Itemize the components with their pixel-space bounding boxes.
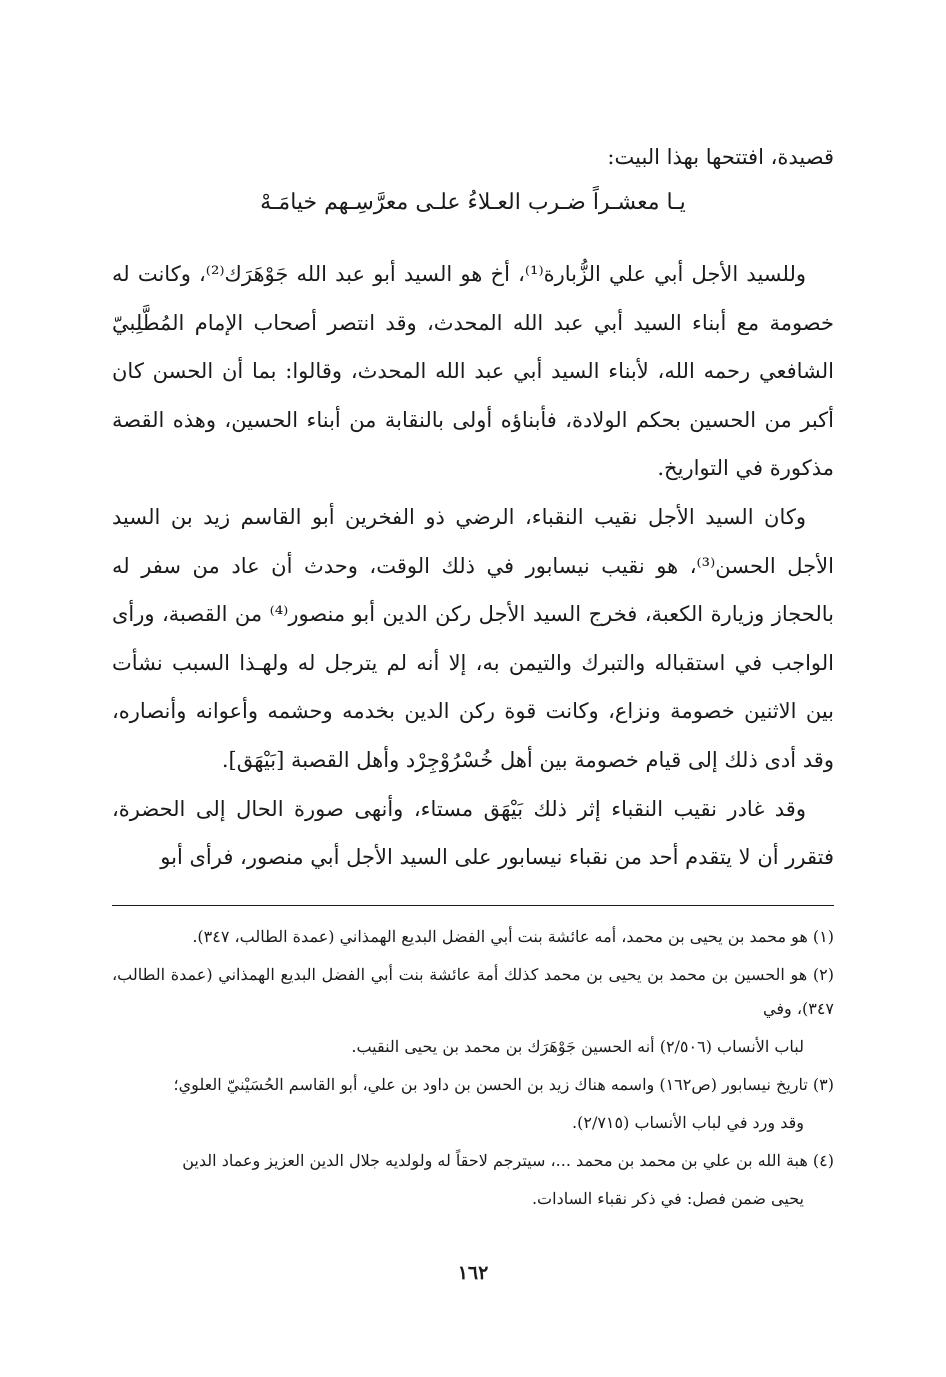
page-number: ١٦٢ xyxy=(457,1262,489,1284)
footnote-divider xyxy=(112,905,834,906)
poem-verse: يـا معشـراً ضـرب العـلاءُ علـى معرَّسِـهم خيامَـهْ xyxy=(260,190,686,215)
footnote-2-continued: لباب الأنساب (٢/٥٠٦) أنه الحسين جَوْهَرَك بن محمد بن يحيى النقيب. xyxy=(351,1037,804,1056)
intro-line: قصيدة، افتتحها بهذا البيت: xyxy=(607,145,834,169)
footnotes xyxy=(112,920,834,1220)
footnote-1: (١) هو محمد بن يحيى بن محمد، أمه عائشة بنت أبي الفضل البديع الهمذاني (عمدة الطالب، ٣٤٧). xyxy=(192,927,834,946)
main-text xyxy=(112,250,834,882)
footnote-3-continued: وقد ورد في لباب الأنساب (٢/٧١٥). xyxy=(572,1113,804,1132)
paragraph: وللسيد الأجل أبي علي الزُّبارة⁽¹⁾، أخ هو السيد أبو عبد الله جَوْهَرَك⁽²⁾، وكانت له خصومة مع أبناء السيد أبي عبد الله المحدث، وقد انتصر أصحاب الإمام المُطَّلِبيّ الشافعي رحمه الله، لأبناء السيد أبي عبد الله المحدث، وقالوا: بما أن الحسن كان أكبر من الحسين بحكم الولادة، فأبناؤه أولى بالنقابة من أبناء الحسين، وهذه القصة مذكورة في التواريخ. xyxy=(112,262,834,481)
footnote-2: (٢) هو الحسين بن محمد بن يحيى بن محمد كذلك أمة عائشة بنت أبي الفضل البديع الهمذاني (عمدة الطالب، ٣٤٧)، وفي xyxy=(112,965,834,1018)
paragraph: وقد غادر نقيب النقباء إثر ذلك بَيْهَق مستاء، وأنهى صورة الحال إلى الحضرة، فتقرر أن لا يتقدم أحد من نقباء نيسابور على السيد الأجل أبي منصور، فرأى أبو xyxy=(112,796,834,870)
footnote-4: (٤) هبة الله بن علي بن محمد بن محمد ...، سيترجم لاحقاً له ولولديه جلال الدين العزيز وعماد الدين xyxy=(182,1151,834,1170)
footnote-3: (٣) تاريخ نيسابور (ص١٦٢) واسمه هناك زيد بن الحسن بن داود بن علي، أبو القاسم الحُسَيْنيّ العلوي؛ xyxy=(173,1075,834,1094)
paragraph: وكان السيد الأجل نقيب النقباء، الرضي ذو الفخرين أبو القاسم زيد بن السيد الأجل الحسن⁽³⁾، هو نقيب نيسابور في ذلك الوقت، وحدث أن عاد من سفر له بالحجاز وزيارة الكعبة، فخرج السيد الأجل ركن الدين أبو منصور⁽⁴⁾ من القصبة، ورأى الواجب في استقباله والتبرك والتيمن به، إلا أنه لم يترجل له ولهـذا السبب نشأت بين الاثنين خصومة ونزاع، وكانت قوة ركن الدين بخدمه وحشمه وأعوانه وأنصاره، وقد أدى ذلك إلى قيام خصومة بين أهل خُسْرُوْجِرْد وأهل القصبة [بَيْهَق]. xyxy=(112,504,834,772)
footnote-4-continued: يحيى ضمن فصل: في ذكر نقباء السادات. xyxy=(531,1189,804,1208)
